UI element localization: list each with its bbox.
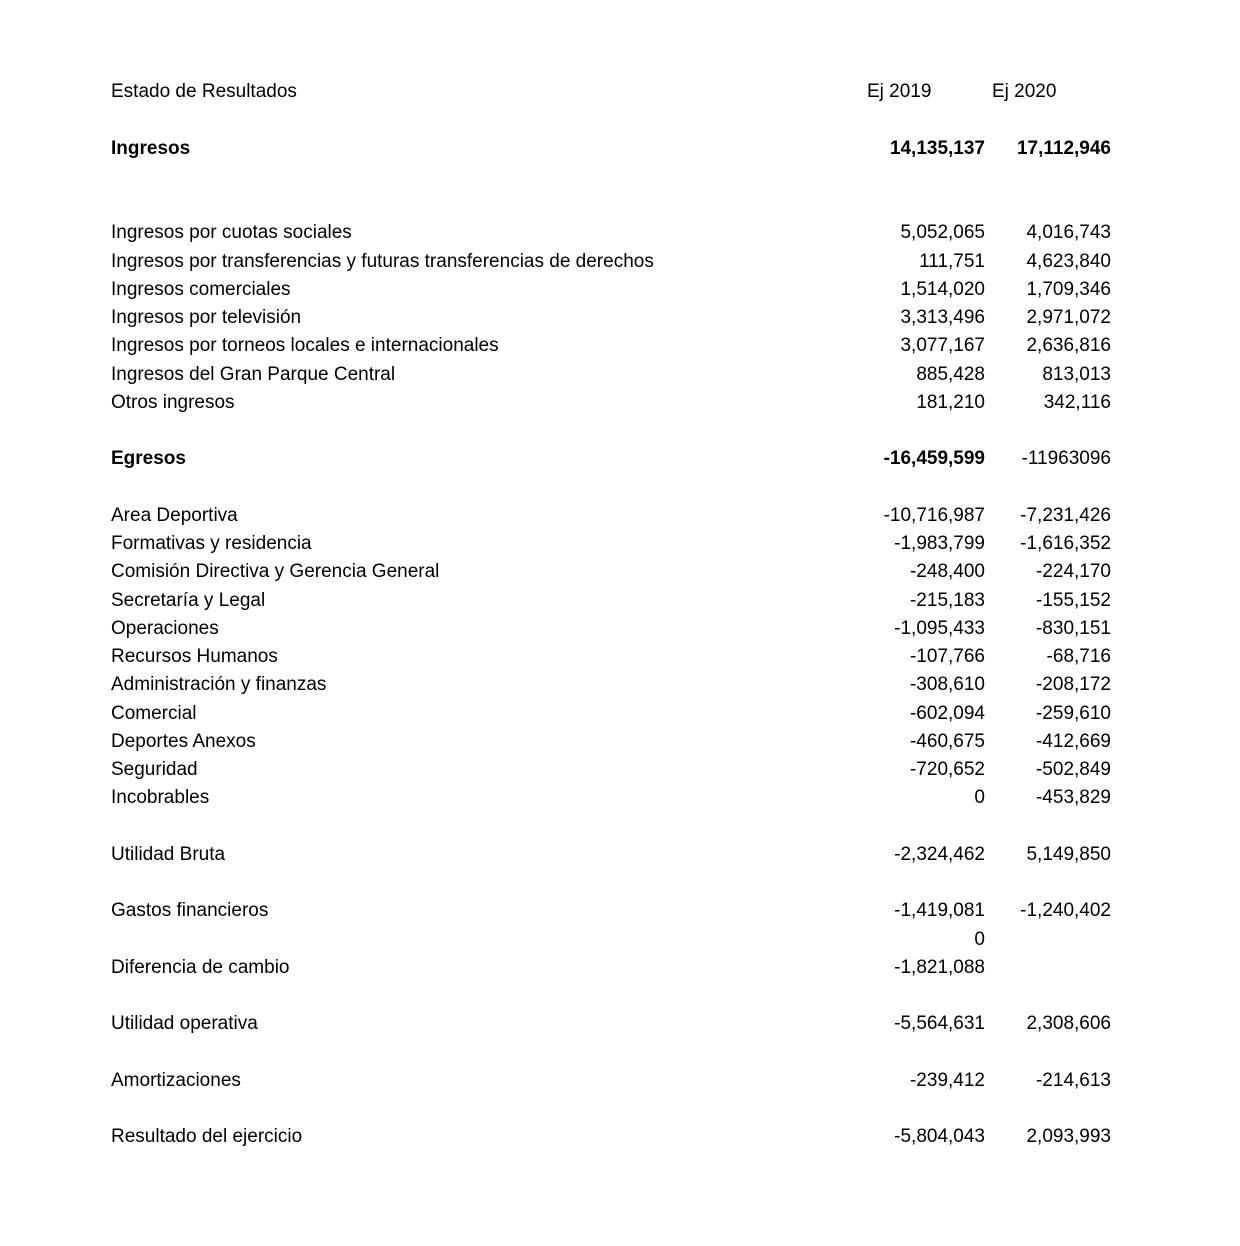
table-row xyxy=(0,361,1240,389)
row-value-2019: -1,095,433 xyxy=(894,618,985,639)
table-row xyxy=(0,219,1240,247)
row-label: Formativas y residencia xyxy=(111,533,312,554)
row-value-2020: -214,613 xyxy=(1035,1070,1111,1091)
row-value-2019: 1,514,020 xyxy=(900,279,985,300)
row-value-2020: 2,971,072 xyxy=(1026,307,1111,328)
row-value-2020: -208,172 xyxy=(1035,674,1111,695)
row-label: Amortizaciones xyxy=(111,1070,241,1091)
row-value-2019: -1,821,088 xyxy=(894,957,985,978)
table-row xyxy=(0,700,1240,728)
resultado-ejercicio-row xyxy=(0,1123,1240,1151)
row-value-2020: 813,013 xyxy=(1042,364,1111,385)
row-value-2019: 111,751 xyxy=(919,251,985,272)
row-label: Operaciones xyxy=(111,618,219,639)
table-row xyxy=(0,389,1240,417)
row-label: Gastos financieros xyxy=(111,900,269,921)
row-value-2020: 2,308,606 xyxy=(1026,1013,1111,1034)
row-value-2020: -412,669 xyxy=(1035,731,1111,752)
row-value-2019: 181,210 xyxy=(916,392,985,413)
row-value-2019: -5,804,043 xyxy=(894,1126,985,1147)
row-value-2020: -7,231,426 xyxy=(1020,505,1111,526)
row-label: Ingresos por televisión xyxy=(111,307,302,328)
column-header-2019: Ej 2019 xyxy=(867,81,932,102)
row-value-2019: -107,766 xyxy=(909,646,985,667)
row-label: Comercial xyxy=(111,703,197,724)
row-value-2019: 5,052,065 xyxy=(900,222,985,243)
row-value-2019: 3,313,496 xyxy=(900,307,985,328)
row-label: Utilidad operativa xyxy=(111,1013,258,1034)
row-value-2019: -602,094 xyxy=(909,703,985,724)
row-value-2019: -5,564,631 xyxy=(894,1013,985,1034)
row-value-2020: 2,636,816 xyxy=(1026,335,1111,356)
row-value-2020: -68,716 xyxy=(1046,646,1111,667)
row-value-2019: -1,419,081 xyxy=(894,900,985,921)
row-label: Otros ingresos xyxy=(111,392,235,413)
table-row xyxy=(0,587,1240,615)
column-header-2020: Ej 2020 xyxy=(992,81,1057,102)
ingresos-label: Ingresos xyxy=(111,138,191,159)
table-row xyxy=(0,728,1240,756)
amortizaciones-row xyxy=(0,1067,1240,1095)
row-value-2019: -215,183 xyxy=(909,590,985,611)
row-label: Ingresos por torneos locales e internacionales xyxy=(111,335,499,356)
row-value-2020: 4,016,743 xyxy=(1026,222,1111,243)
table-row xyxy=(0,756,1240,784)
row-label: Deportes Anexos xyxy=(111,731,256,752)
row-value-2019: 0 xyxy=(974,787,985,808)
row-value-2019: -720,652 xyxy=(909,759,985,780)
statement-header xyxy=(0,78,1240,106)
row-label: Incobrables xyxy=(111,787,210,808)
row-value-2020: -155,152 xyxy=(1035,590,1111,611)
row-label: Ingresos por cuotas sociales xyxy=(111,222,352,243)
row-label: Utilidad Bruta xyxy=(111,844,226,865)
row-label: Diferencia de cambio xyxy=(111,957,290,978)
gastos-financieros-row xyxy=(0,897,1240,925)
row-value-2019: -248,400 xyxy=(909,561,985,582)
row-label: Ingresos comerciales xyxy=(111,279,291,300)
row-value-2019: 885,428 xyxy=(916,364,985,385)
row-value-2020: -259,610 xyxy=(1035,703,1111,724)
table-row xyxy=(0,502,1240,530)
egresos-label: Egresos xyxy=(111,448,186,469)
utilidad-bruta-row xyxy=(0,841,1240,869)
row-value-2020: 4,623,840 xyxy=(1026,251,1111,272)
row-value-2019: 3,077,167 xyxy=(900,335,985,356)
table-row xyxy=(0,530,1240,558)
row-value-2019: -308,610 xyxy=(909,674,985,695)
table-row xyxy=(0,784,1240,812)
row-label: Ingresos por transferencias y futuras transferencias de derechos xyxy=(111,251,654,272)
row-value-2019: -1,983,799 xyxy=(894,533,985,554)
row-value-2019: -460,675 xyxy=(909,731,985,752)
row-value-2020: 1,709,346 xyxy=(1026,279,1111,300)
egresos-total-row xyxy=(0,445,1240,473)
table-row xyxy=(0,248,1240,276)
diferencia-cambio-row xyxy=(0,954,1240,982)
table-row xyxy=(0,558,1240,586)
row-label: Seguridad xyxy=(111,759,198,780)
row-value-2020: 2,093,993 xyxy=(1026,1126,1111,1147)
statement-title: Estado de Resultados xyxy=(111,81,297,102)
row-value-2020: 342,116 xyxy=(1043,392,1111,413)
egresos-2020: -11963096 xyxy=(1021,448,1111,469)
table-row xyxy=(0,643,1240,671)
table-row xyxy=(0,671,1240,699)
table-row xyxy=(0,615,1240,643)
row-label: Area Deportiva xyxy=(111,505,238,526)
row-value-2020: -1,240,402 xyxy=(1020,900,1111,921)
row-value-2020: -1,616,352 xyxy=(1020,533,1111,554)
table-row xyxy=(0,304,1240,332)
table-row xyxy=(0,276,1240,304)
utilidad-operativa-row xyxy=(0,1010,1240,1038)
row-value-2020: -502,849 xyxy=(1035,759,1111,780)
row-label: Secretaría y Legal xyxy=(111,590,266,611)
row-label: Comisión Directiva y Gerencia General xyxy=(111,561,440,582)
row-value-2020: -830,151 xyxy=(1035,618,1111,639)
row-value-2020: 5,149,850 xyxy=(1026,844,1111,865)
row-label: Ingresos del Gran Parque Central xyxy=(111,364,396,385)
row-value-2019: 0 xyxy=(974,929,985,950)
egresos-2019: -16,459,599 xyxy=(883,448,985,469)
row-label: Resultado del ejercicio xyxy=(111,1126,303,1147)
ingresos-2020: 17,112,946 xyxy=(1016,138,1111,159)
ingresos-2019: 14,135,137 xyxy=(889,138,985,159)
row-value-2020: -453,829 xyxy=(1035,787,1111,808)
row-value-2020: -224,170 xyxy=(1035,561,1111,582)
row-label: Recursos Humanos xyxy=(111,646,278,667)
table-row xyxy=(0,332,1240,360)
row-value-2019: -10,716,987 xyxy=(883,505,985,526)
stray-zero-row xyxy=(0,926,1240,954)
row-value-2019: -239,412 xyxy=(909,1070,985,1091)
ingresos-total-row xyxy=(0,135,1240,163)
row-label: Administración y finanzas xyxy=(111,674,327,695)
row-value-2019: -2,324,462 xyxy=(894,844,985,865)
